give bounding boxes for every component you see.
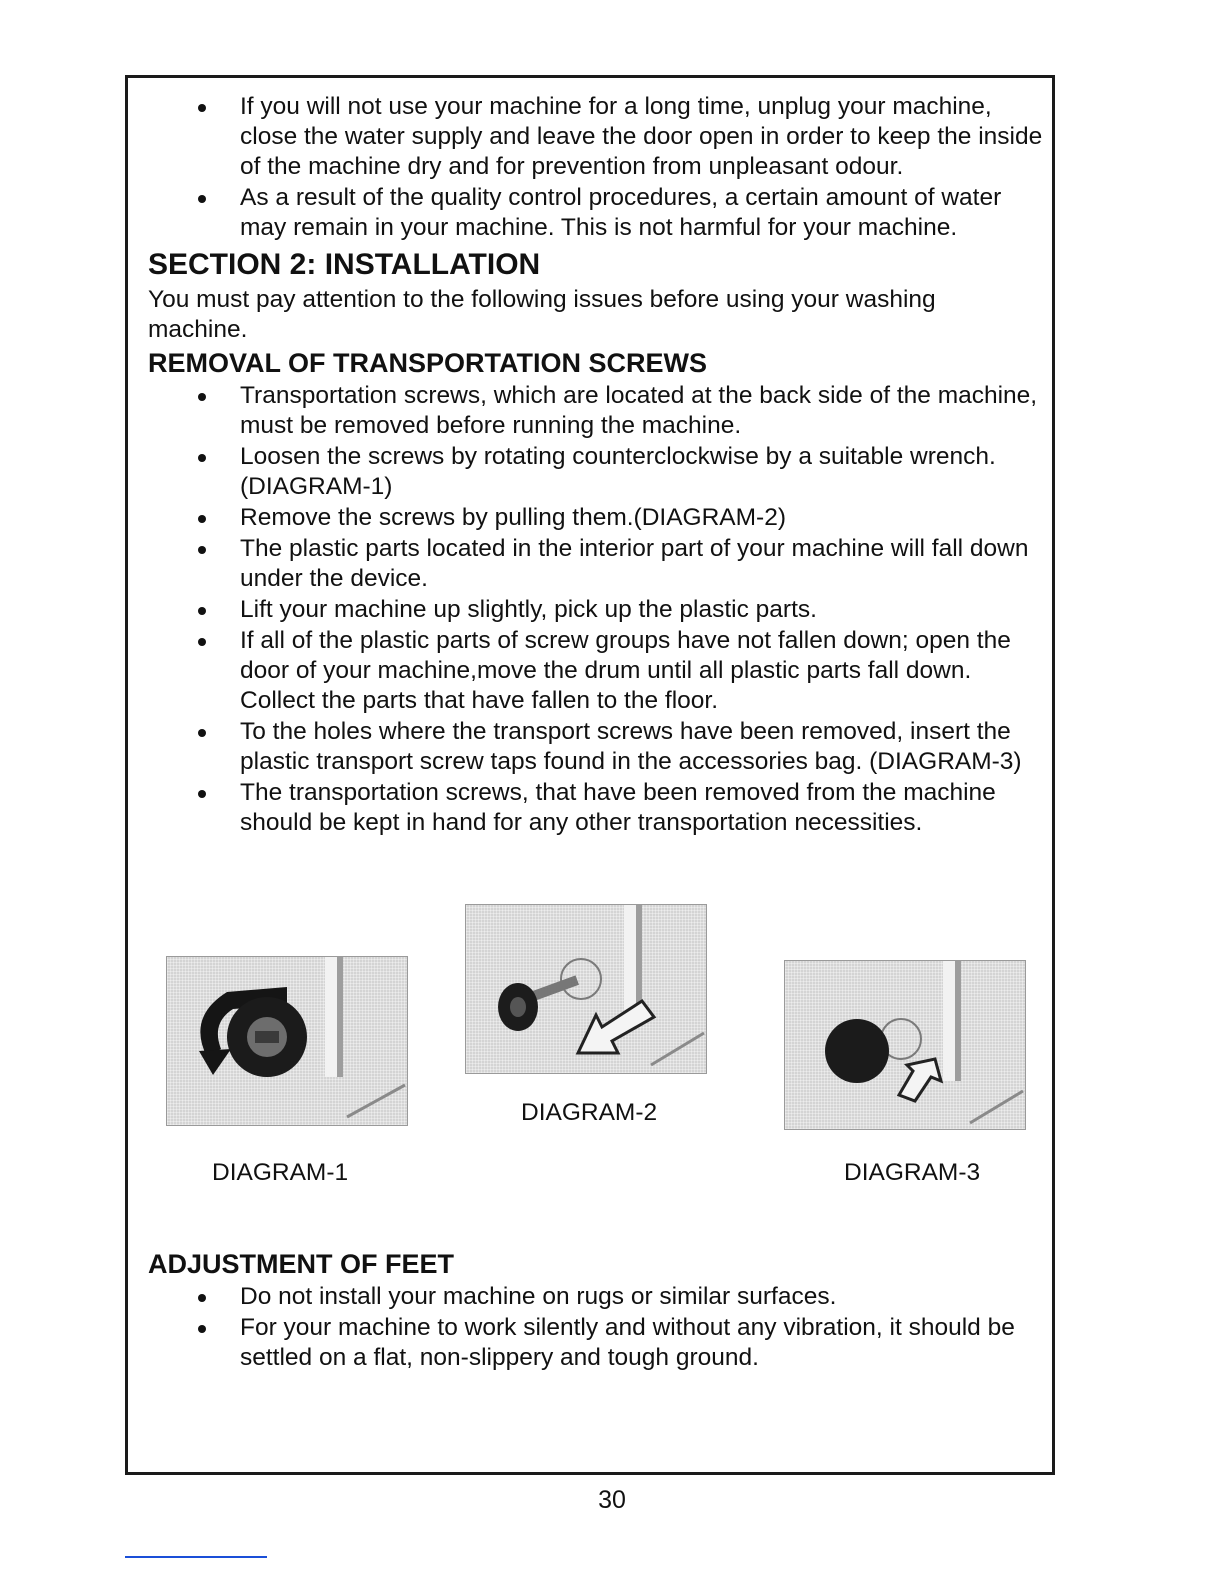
- page-frame: [125, 75, 1055, 1475]
- page-number: 30: [598, 1486, 626, 1514]
- diagram-3-image: [784, 960, 1026, 1130]
- list-item: Remove the screws by pulling them.(DIAGRAM-2): [128, 503, 1052, 533]
- list-item: If you will not use your machine for a long time, unplug your machine, close the water supply and leave the door open in order to keep the inside of the machine dry and for prevention from unpleasant odour.: [128, 92, 1052, 182]
- list-item: As a result of the quality control procedures, a certain amount of water may remain in your machine. This is not harmful for your machine.: [128, 183, 1052, 243]
- list-item: To the holes where the transport screws have been removed, insert the plastic transport screw taps found in the accessories bag. (DIAGRAM-3): [128, 717, 1052, 777]
- section-title: SECTION 2: INSTALLATION: [148, 248, 541, 281]
- screw-pull-illustration: [466, 905, 706, 1073]
- list-item: Loosen the screws by rotating counterclockwise by a suitable wrench. (DIAGRAM-1): [128, 442, 1052, 502]
- footer-link-underline: [125, 1556, 267, 1558]
- list-item: Lift your machine up slightly, pick up the plastic parts.: [128, 595, 1052, 625]
- top-bullet-list: [128, 92, 1052, 243]
- diagram-1-caption: DIAGRAM-1: [212, 1159, 349, 1186]
- list-item: Do not install your machine on rugs or similar surfaces.: [128, 1282, 1052, 1312]
- diagram-1-image: [166, 956, 408, 1126]
- list-item: For your machine to work silently and without any vibration, it should be settled on a flat, non-slippery and tough ground.: [128, 1313, 1052, 1373]
- page-content: [128, 78, 1052, 839]
- screw-cap-illustration: [785, 961, 1025, 1129]
- list-item: If all of the plastic parts of screw groups have not fallen down; open the door of your machine,move the drum until all plastic parts fall down. Collect the parts that have fallen to the floor.: [128, 626, 1052, 716]
- diagram-2-image: [465, 904, 707, 1074]
- diagram-3-caption: DIAGRAM-3: [844, 1159, 981, 1186]
- wrench-rotate-illustration: [167, 957, 407, 1125]
- list-item: Transportation screws, which are located at the back side of the machine, must be removed before running the machine.: [128, 381, 1052, 441]
- feet-heading: ADJUSTMENT OF FEET: [148, 1249, 455, 1279]
- section-intro: You must pay attention to the following issues before using your washing machine.: [148, 286, 936, 343]
- diagram-2-caption: DIAGRAM-2: [521, 1099, 658, 1126]
- list-item: The plastic parts located in the interior part of your machine will fall down under the device.: [128, 534, 1052, 594]
- feet-bullet-list: [128, 1282, 1052, 1373]
- removal-bullet-list: [128, 381, 1052, 838]
- list-item: The transportation screws, that have been removed from the machine should be kept in hand for any other transportation necessities.: [128, 778, 1052, 838]
- feet-section: [128, 1246, 1052, 1374]
- removal-heading: REMOVAL OF TRANSPORTATION SCREWS: [148, 348, 707, 378]
